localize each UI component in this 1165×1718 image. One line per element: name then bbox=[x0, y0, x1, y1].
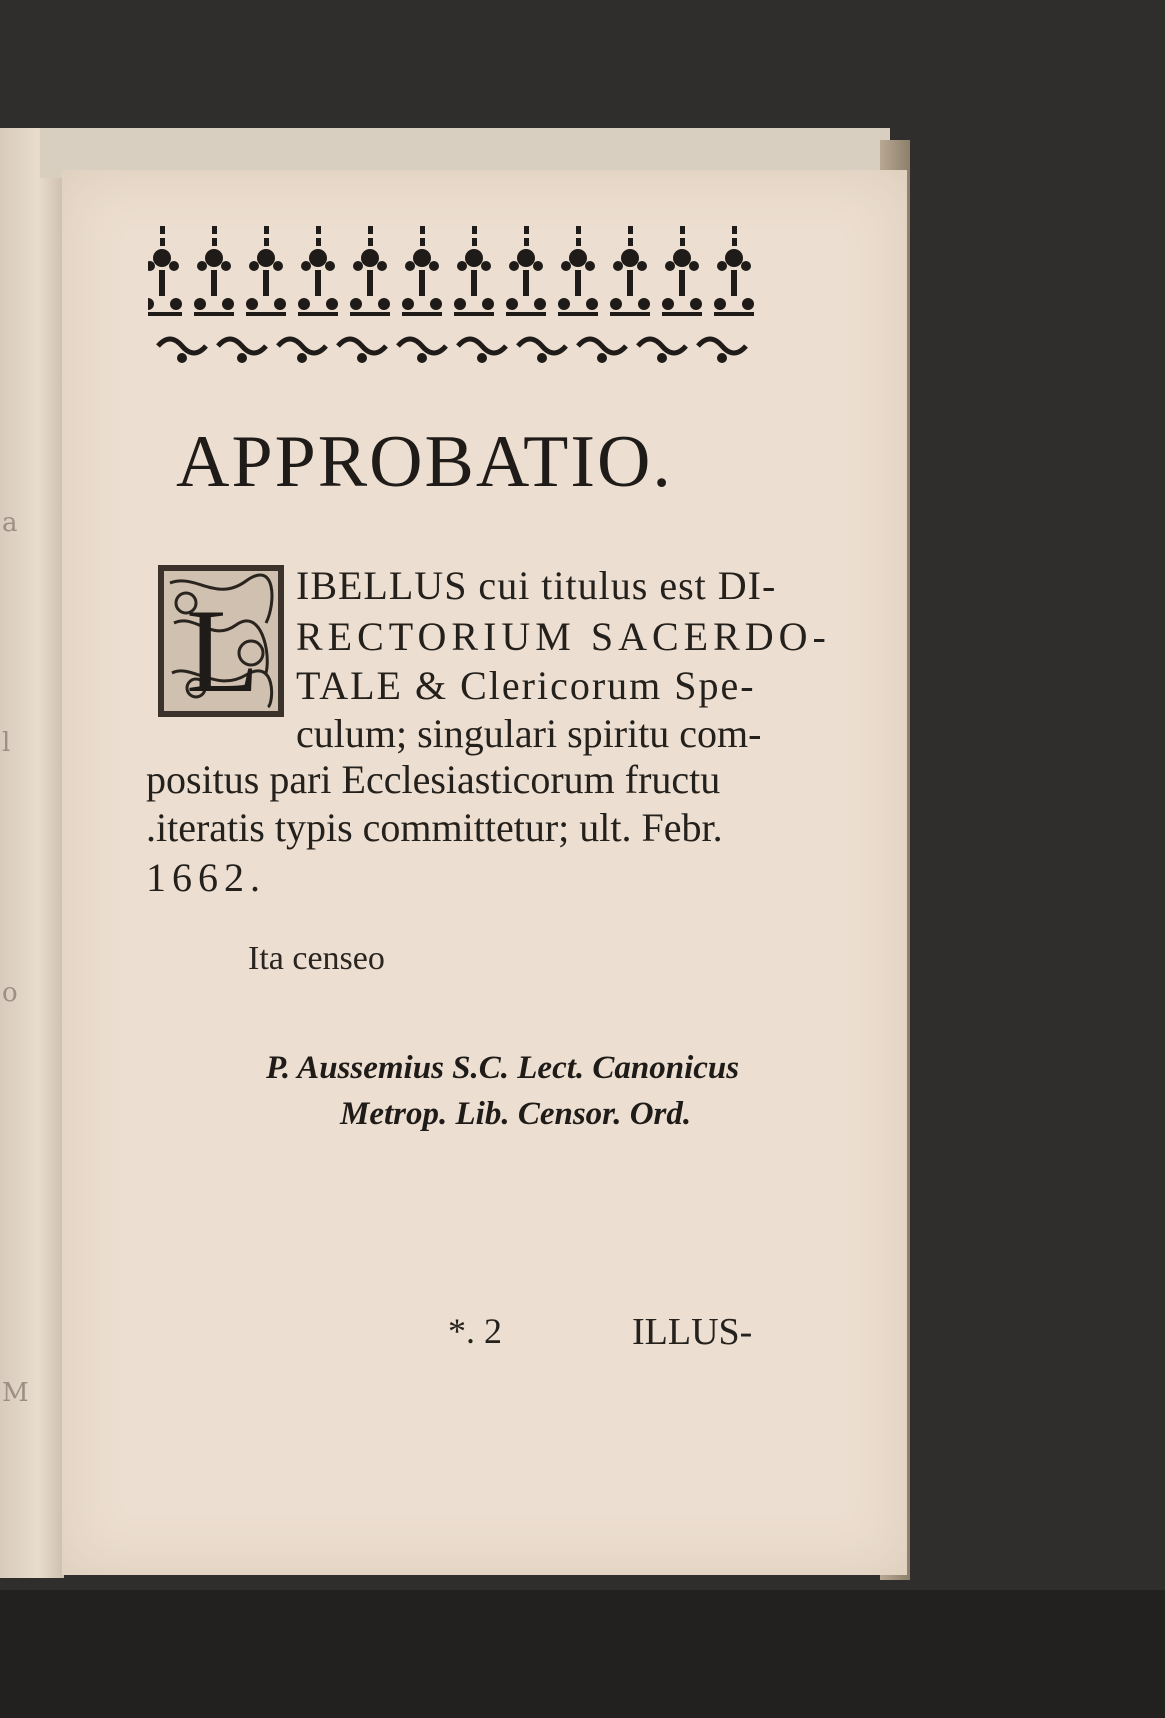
fleuron-ornament bbox=[148, 226, 182, 316]
fleuron-ornament bbox=[246, 226, 286, 316]
fleuron-ornament bbox=[506, 226, 546, 316]
vine-ornament bbox=[578, 339, 626, 363]
page-heading: APPROBATIO. bbox=[176, 421, 673, 503]
censor-signature-line2: Metrop. Lib. Censor. Ord. bbox=[340, 1096, 692, 1132]
bleed-mark: l bbox=[2, 728, 11, 758]
fleuron-ornament bbox=[454, 226, 494, 316]
fleuron-ornament bbox=[558, 226, 598, 316]
text-line: IBELLUS cui titulus est DI- bbox=[296, 563, 777, 608]
censor-signature-line1: P. Aussemius S.C. Lect. Canonicus bbox=[266, 1050, 740, 1086]
approval-text: Ita censeo bbox=[248, 940, 385, 977]
vine-ornament bbox=[698, 339, 746, 363]
vine-ornament bbox=[158, 339, 206, 363]
bleed-mark: o bbox=[2, 978, 18, 1008]
vine-ornament bbox=[398, 339, 446, 363]
text-line: .iteratis typis committetur; ult. Febr. bbox=[146, 805, 723, 850]
fleuron-ornament bbox=[194, 226, 234, 316]
vine-ornament bbox=[518, 339, 566, 363]
initial-letter: L bbox=[186, 584, 260, 717]
text-line: TALE & Clericorum Spe- bbox=[296, 663, 756, 708]
text-line: 1662. bbox=[146, 855, 266, 900]
fleuron-ornament bbox=[662, 226, 702, 316]
fleuron-ornament bbox=[714, 226, 754, 316]
catchword: ILLUS- bbox=[632, 1311, 753, 1353]
backdrop bbox=[0, 1590, 1165, 1718]
facing-page-edge bbox=[0, 128, 64, 1578]
bleed-mark: M bbox=[2, 1378, 29, 1408]
vine-ornament bbox=[218, 339, 266, 363]
text-line: culum; singulari spiritu com- bbox=[296, 711, 762, 756]
decorated-initial bbox=[156, 563, 286, 719]
text-line: RECTORIUM SACERDO- bbox=[296, 614, 831, 659]
bleed-mark: a bbox=[2, 508, 18, 538]
fleuron-ornament bbox=[402, 226, 442, 316]
fleuron-ornament bbox=[298, 226, 338, 316]
fleuron-ornament bbox=[350, 226, 390, 316]
signature-mark: *. 2 bbox=[448, 1311, 502, 1351]
text-line: positus pari Ecclesiasticorum fructu bbox=[146, 757, 721, 802]
fleuron-ornament bbox=[610, 226, 650, 316]
vine-ornament bbox=[638, 339, 686, 363]
vine-ornament bbox=[458, 339, 506, 363]
vine-ornament bbox=[338, 339, 386, 363]
vine-ornament bbox=[278, 339, 326, 363]
headpiece-ornament bbox=[148, 226, 770, 386]
